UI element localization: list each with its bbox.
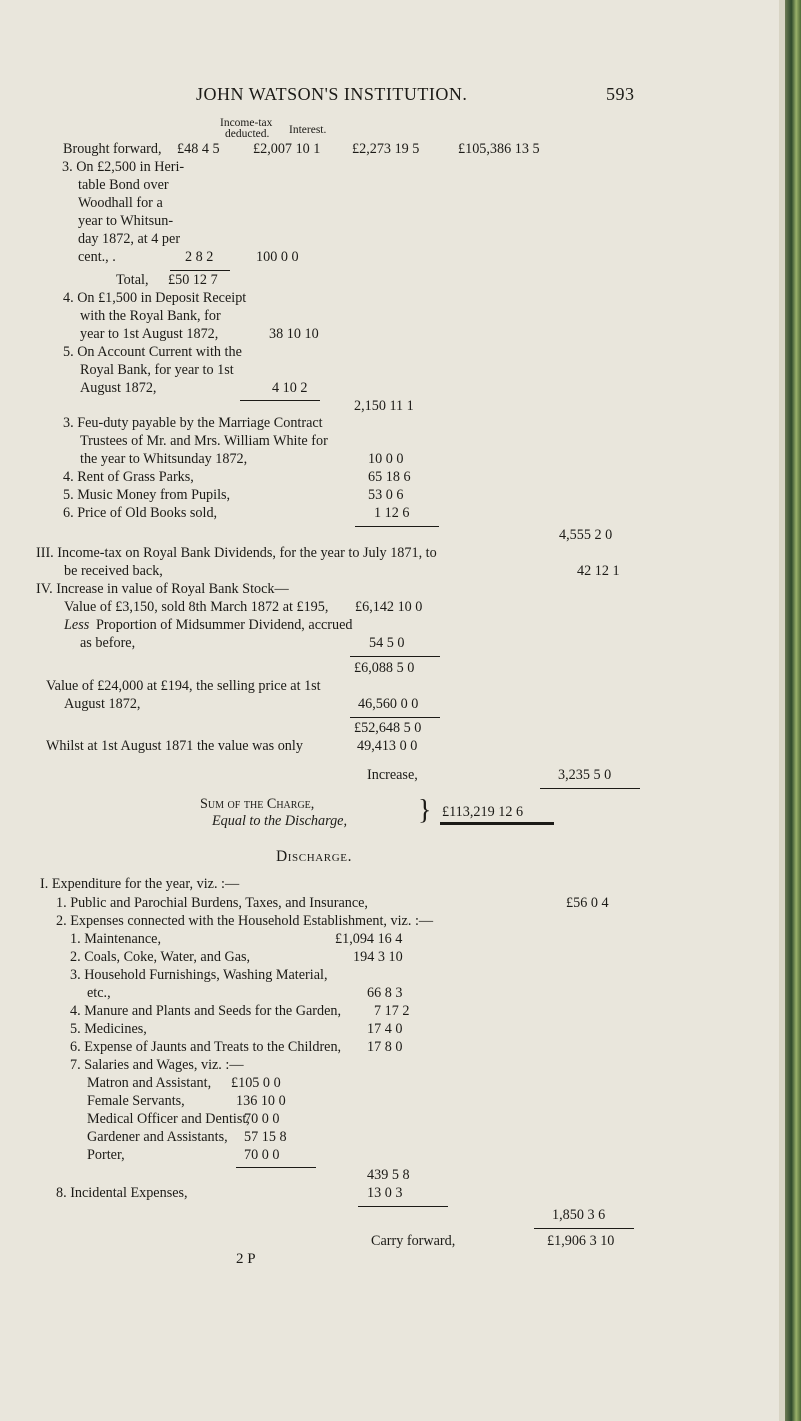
item3-line: day 1872, at 4 per [78, 231, 181, 247]
sec3-line: III. Income-tax on Royal Bank Dividends, for the year to July 1871, to [36, 545, 437, 561]
sec4-value: £52,648 5 0 [354, 720, 422, 736]
sec4-value: £6,088 5 0 [354, 660, 415, 676]
disc-value: £56 0 4 [566, 895, 609, 911]
disc-sub: 5. Medicines, [70, 1021, 147, 1037]
disc-sub-value: 17 8 0 [367, 1039, 403, 1055]
brought-forward-tax: £48 4 5 [177, 141, 220, 157]
sec4-value: £6,142 10 0 [355, 599, 423, 615]
disc-sub: 3. Household Furnishings, Washing Material, [70, 967, 328, 983]
sec4-line: Value of £3,150, sold 8th March 1872 at £195, [64, 599, 329, 615]
col-head-interest: Interest. [289, 124, 327, 136]
salary-label: Matron and Assistant, [87, 1075, 212, 1091]
section2-total: 4,555 2 0 [559, 527, 613, 543]
salary-label: Female Servants, [87, 1093, 185, 1109]
feu-duty-value: 10 0 0 [368, 451, 404, 467]
salary-value: £105 0 0 [231, 1075, 281, 1091]
old-books-value: 1 12 6 [374, 505, 410, 521]
col-head-income-tax: Income-tax [220, 117, 273, 129]
music-money-value: 53 0 6 [368, 487, 404, 503]
sec4-line: Value of £24,000 at £194, the selling price at 1st [46, 678, 321, 694]
sum-charge-label: Sum of the Charge, [200, 796, 315, 812]
item5-line: August 1872, [80, 380, 157, 396]
item4-line: with the Royal Bank, for [80, 308, 221, 324]
rent-grass-value: 65 18 6 [368, 469, 411, 485]
item3-last: cent., . [78, 249, 116, 265]
salary-label: Medical Officer and Dentist, [87, 1111, 250, 1127]
discharge-heading: Discharge. [276, 848, 353, 865]
brought-forward-label: Brought forward, [63, 141, 162, 157]
brought-forward-interest: £2,007 10 1 [253, 141, 321, 157]
salary-label: Gardener and Assistants, [87, 1129, 228, 1145]
household-total: 1,850 3 6 [552, 1207, 606, 1223]
interest-total: 2,150 11 1 [354, 398, 414, 414]
disc-sub: 7. Salaries and Wages, viz. :— [70, 1057, 244, 1073]
salary-value: 136 10 0 [236, 1093, 286, 1109]
salary-value: 70 0 0 [244, 1111, 280, 1127]
disc-sub-value: £1,094 16 4 [335, 931, 403, 947]
brought-forward-total: £105,386 13 5 [458, 141, 540, 157]
disc-sub: 8. Incidental Expenses, [56, 1185, 188, 1201]
old-books-label: 6. Price of Old Books sold, [63, 505, 218, 521]
rule [350, 717, 440, 718]
feu-duty-line: 3. Feu-duty payable by the Marriage Contract [63, 415, 323, 431]
increase-value: 3,235 5 0 [558, 767, 612, 783]
brace-icon: } [418, 795, 432, 826]
feu-duty-line: the year to Whitsunday 1872, [80, 451, 248, 467]
sec4-line: Whilst at 1st August 1871 the value was only [46, 738, 303, 754]
rule [170, 270, 230, 271]
rule [236, 1167, 316, 1168]
salary-label: Porter, [87, 1147, 125, 1163]
disc-sub: 1. Maintenance, [70, 931, 161, 947]
rule [540, 788, 640, 789]
rent-grass-label: 4. Rent of Grass Parks, [63, 469, 194, 485]
salaries-total: 439 5 8 [367, 1167, 410, 1183]
disc-line: 1. Public and Parochial Burdens, Taxes, and Insurance, [56, 895, 368, 911]
item4-line: 4. On £1,500 in Deposit Receipt [63, 290, 247, 306]
music-money-label: 5. Music Money from Pupils, [63, 487, 231, 503]
sec4-line: Proportion of Midsummer Dividend, accrued [96, 617, 353, 633]
sum-discharge-label: Equal to the Discharge, [212, 813, 348, 829]
tax-total-label: Total, [116, 272, 149, 288]
carry-forward-value: £1,906 3 10 [547, 1233, 615, 1249]
disc-line: 2. Expenses connected with the Household Establishment, viz. :— [56, 913, 434, 929]
sec4-line: August 1872, [64, 696, 141, 712]
item4-line: year to 1st August 1872, [80, 326, 219, 342]
item4-interest: 38 10 10 [269, 326, 319, 342]
rule [240, 400, 320, 401]
item3-interest: 100 0 0 [256, 249, 299, 265]
rule [355, 526, 439, 527]
double-rule [440, 822, 554, 825]
disc-sub-value: 66 8 3 [367, 985, 403, 1001]
sec4-heading: IV. Increase in value of Royal Bank Stock— [36, 581, 289, 597]
item3-line: table Bond over [78, 177, 169, 193]
sum-value: £113,219 12 6 [442, 804, 524, 820]
brought-forward-sub: £2,273 19 5 [352, 141, 420, 157]
item3-tax: 2 8 2 [185, 249, 214, 265]
rule [534, 1228, 634, 1229]
salary-value: 70 0 0 [244, 1147, 280, 1163]
item3-line: year to Whitsun- [78, 213, 174, 229]
salary-value: 57 15 8 [244, 1129, 287, 1145]
rule [358, 1206, 448, 1207]
increase-label: Increase, [367, 767, 418, 783]
disc-sub-value: 7 17 2 [374, 1003, 410, 1019]
item3-line: Woodhall for a [78, 195, 163, 211]
signature-mark: 2 P [236, 1251, 256, 1267]
binding-edge [785, 0, 801, 1421]
tax-total-value: £50 12 7 [168, 272, 218, 288]
rule [350, 656, 440, 657]
carry-forward-label: Carry forward, [371, 1233, 456, 1249]
item3-line: 3. On £2,500 in Heri- [62, 159, 185, 175]
disc-sub-value: 17 4 0 [367, 1021, 403, 1037]
sec4-line: as before, [80, 635, 136, 651]
sec3-value: 42 12 1 [577, 563, 620, 579]
disc-sub-value: 194 3 10 [353, 949, 403, 965]
disc-sub: 6. Expense of Jaunts and Treats to the Children, [70, 1039, 342, 1055]
sec4-value: 49,413 0 0 [357, 738, 418, 754]
running-title: JOHN WATSON'S INSTITUTION. [196, 84, 468, 104]
disc-sub: 4. Manure and Plants and Seeds for the Garden, [70, 1003, 342, 1019]
disc-sub: 2. Coals, Coke, Water, and Gas, [70, 949, 251, 965]
disc-line: I. Expenditure for the year, viz. :— [40, 876, 240, 892]
item5-line: 5. On Account Current with the [63, 344, 242, 360]
sec3-line: be received back, [64, 563, 163, 579]
sec4-less: Less [64, 617, 90, 633]
disc-sub-value: 13 0 3 [367, 1185, 403, 1201]
sec4-value: 54 5 0 [369, 635, 405, 651]
disc-sub: etc., [87, 985, 111, 1001]
page-number: 593 [606, 84, 635, 104]
sec4-value: 46,560 0 0 [358, 696, 419, 712]
item5-line: Royal Bank, for year to 1st [80, 362, 234, 378]
item5-interest: 4 10 2 [272, 380, 308, 396]
col-head-deducted: deducted. [225, 128, 270, 140]
feu-duty-line: Trustees of Mr. and Mrs. William White for [80, 433, 328, 449]
